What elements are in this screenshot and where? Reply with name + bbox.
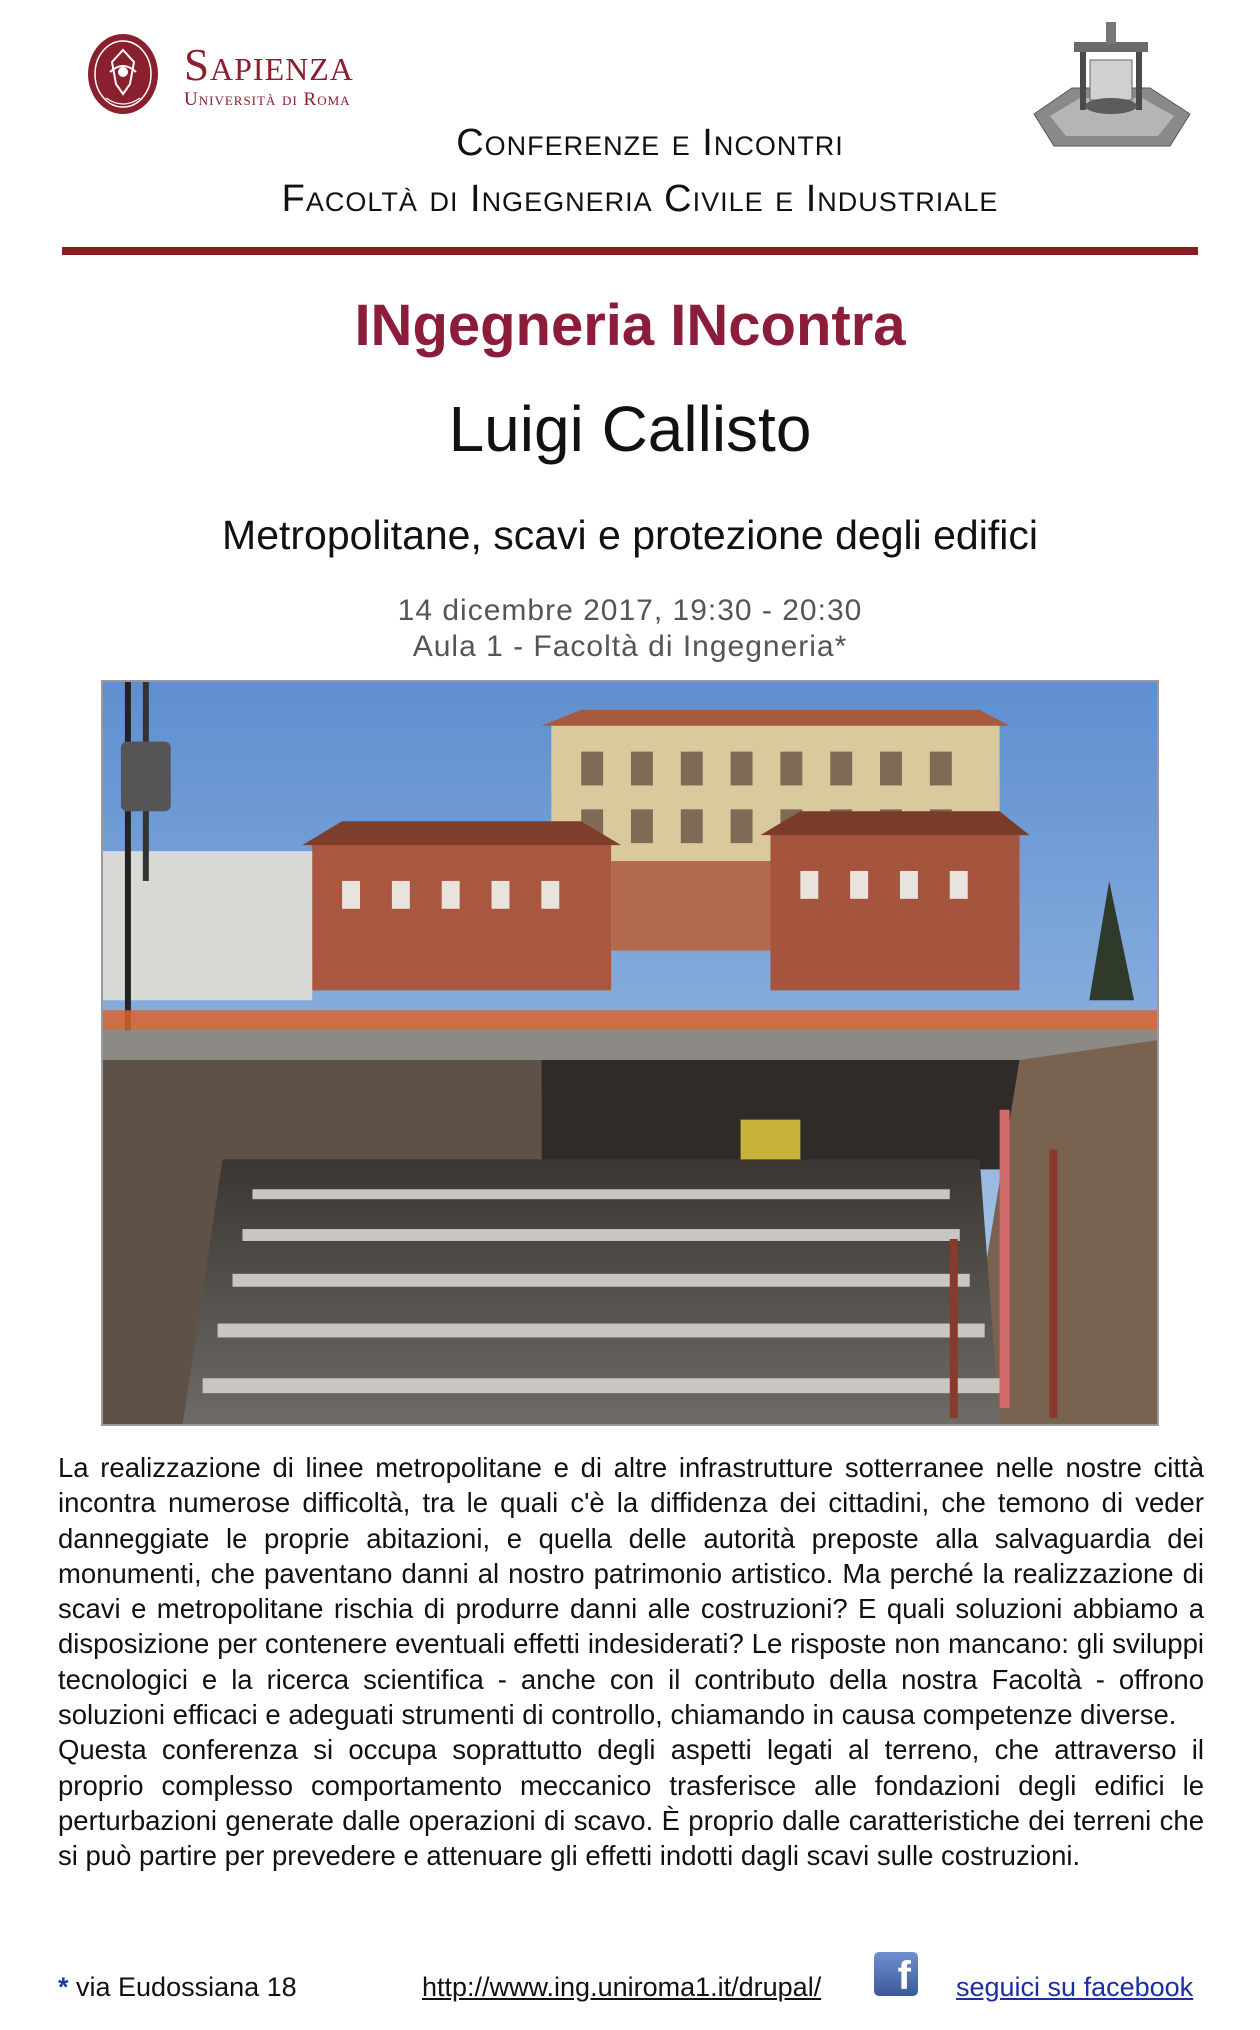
address-text: via Eudossiana 18 <box>68 1972 297 2002</box>
series-title: Conferenze e Incontri <box>456 122 844 164</box>
facebook-icon[interactable] <box>874 1952 918 1996</box>
footnote-star: * <box>58 1972 69 2002</box>
university-wordmark <box>184 42 354 110</box>
venue-address <box>58 1972 297 2003</box>
faculty-name: Facoltà di Ingegneria Civile e Industriale <box>281 178 999 220</box>
event-venue: Aula 1 - Facoltà di Ingegneria* <box>412 630 848 663</box>
event-datetime: 14 dicembre 2017, 19:30 - 20:30 <box>397 594 863 627</box>
talk-abstract <box>58 1450 1204 1874</box>
faculty-website-link[interactable]: http://www.ing.uniroma1.it/drupal/ <box>422 1972 822 2002</box>
talk-topic: Metropolitane, scavi e protezione degli edifici <box>222 512 1038 558</box>
sapienza-seal-logo <box>86 32 160 116</box>
university-subtitle: Università di Roma <box>184 89 351 110</box>
university-name: Sapienza <box>184 40 354 90</box>
abstract-paragraph: La realizzazione di linee metropolitane e di altre infrastrutture sotterranee nelle nostre città incontra numerose difficoltà, tra le quali c'è la diffidenza dei cittadini, che temono di veder danneggiate le proprie abitazioni, e quella delle autorità preposte alla salvaguardia dei monumenti, che paventano danni al nostro patrimonio artistico. Ma perché la realizzazione di scavi e metropolitane rischia di produrre danni alle costruzioni? E quali soluzioni abbiamo a disposizione per contenere eventuali effetti indesiderati? Le risposte non mancano: gli sviluppi tecnologici e la ricerca scientifica - anche con il contributo della nostra Facoltà - offrono soluzioni efficaci e adeguati strumenti di controllo, chiamando in causa competenze diverse. <box>58 1452 1204 1731</box>
facebook-follow-link[interactable]: seguici su facebook <box>956 1972 1194 2002</box>
facebook-glyph: f <box>897 1954 911 1998</box>
event-series-title: INgegneria INcontra <box>354 293 906 358</box>
speaker-name: Luigi Callisto <box>448 393 812 465</box>
abstract-paragraph: Questa conferenza si occupa soprattutto degli aspetti legati al terreno, che attraverso il proprio complesso comportamento meccanico trasferisce alle fondazioni degli edifici le perturbazioni generate dalle operazioni di scavo. È proprio dalle caratteristiche dei terreni che si può partire per prevedere e attenuare gli effetti indotti dagli scavi sulle costruzioni. <box>58 1734 1204 1872</box>
header-divider <box>62 247 1198 255</box>
excavation-site-photo <box>101 680 1159 1426</box>
